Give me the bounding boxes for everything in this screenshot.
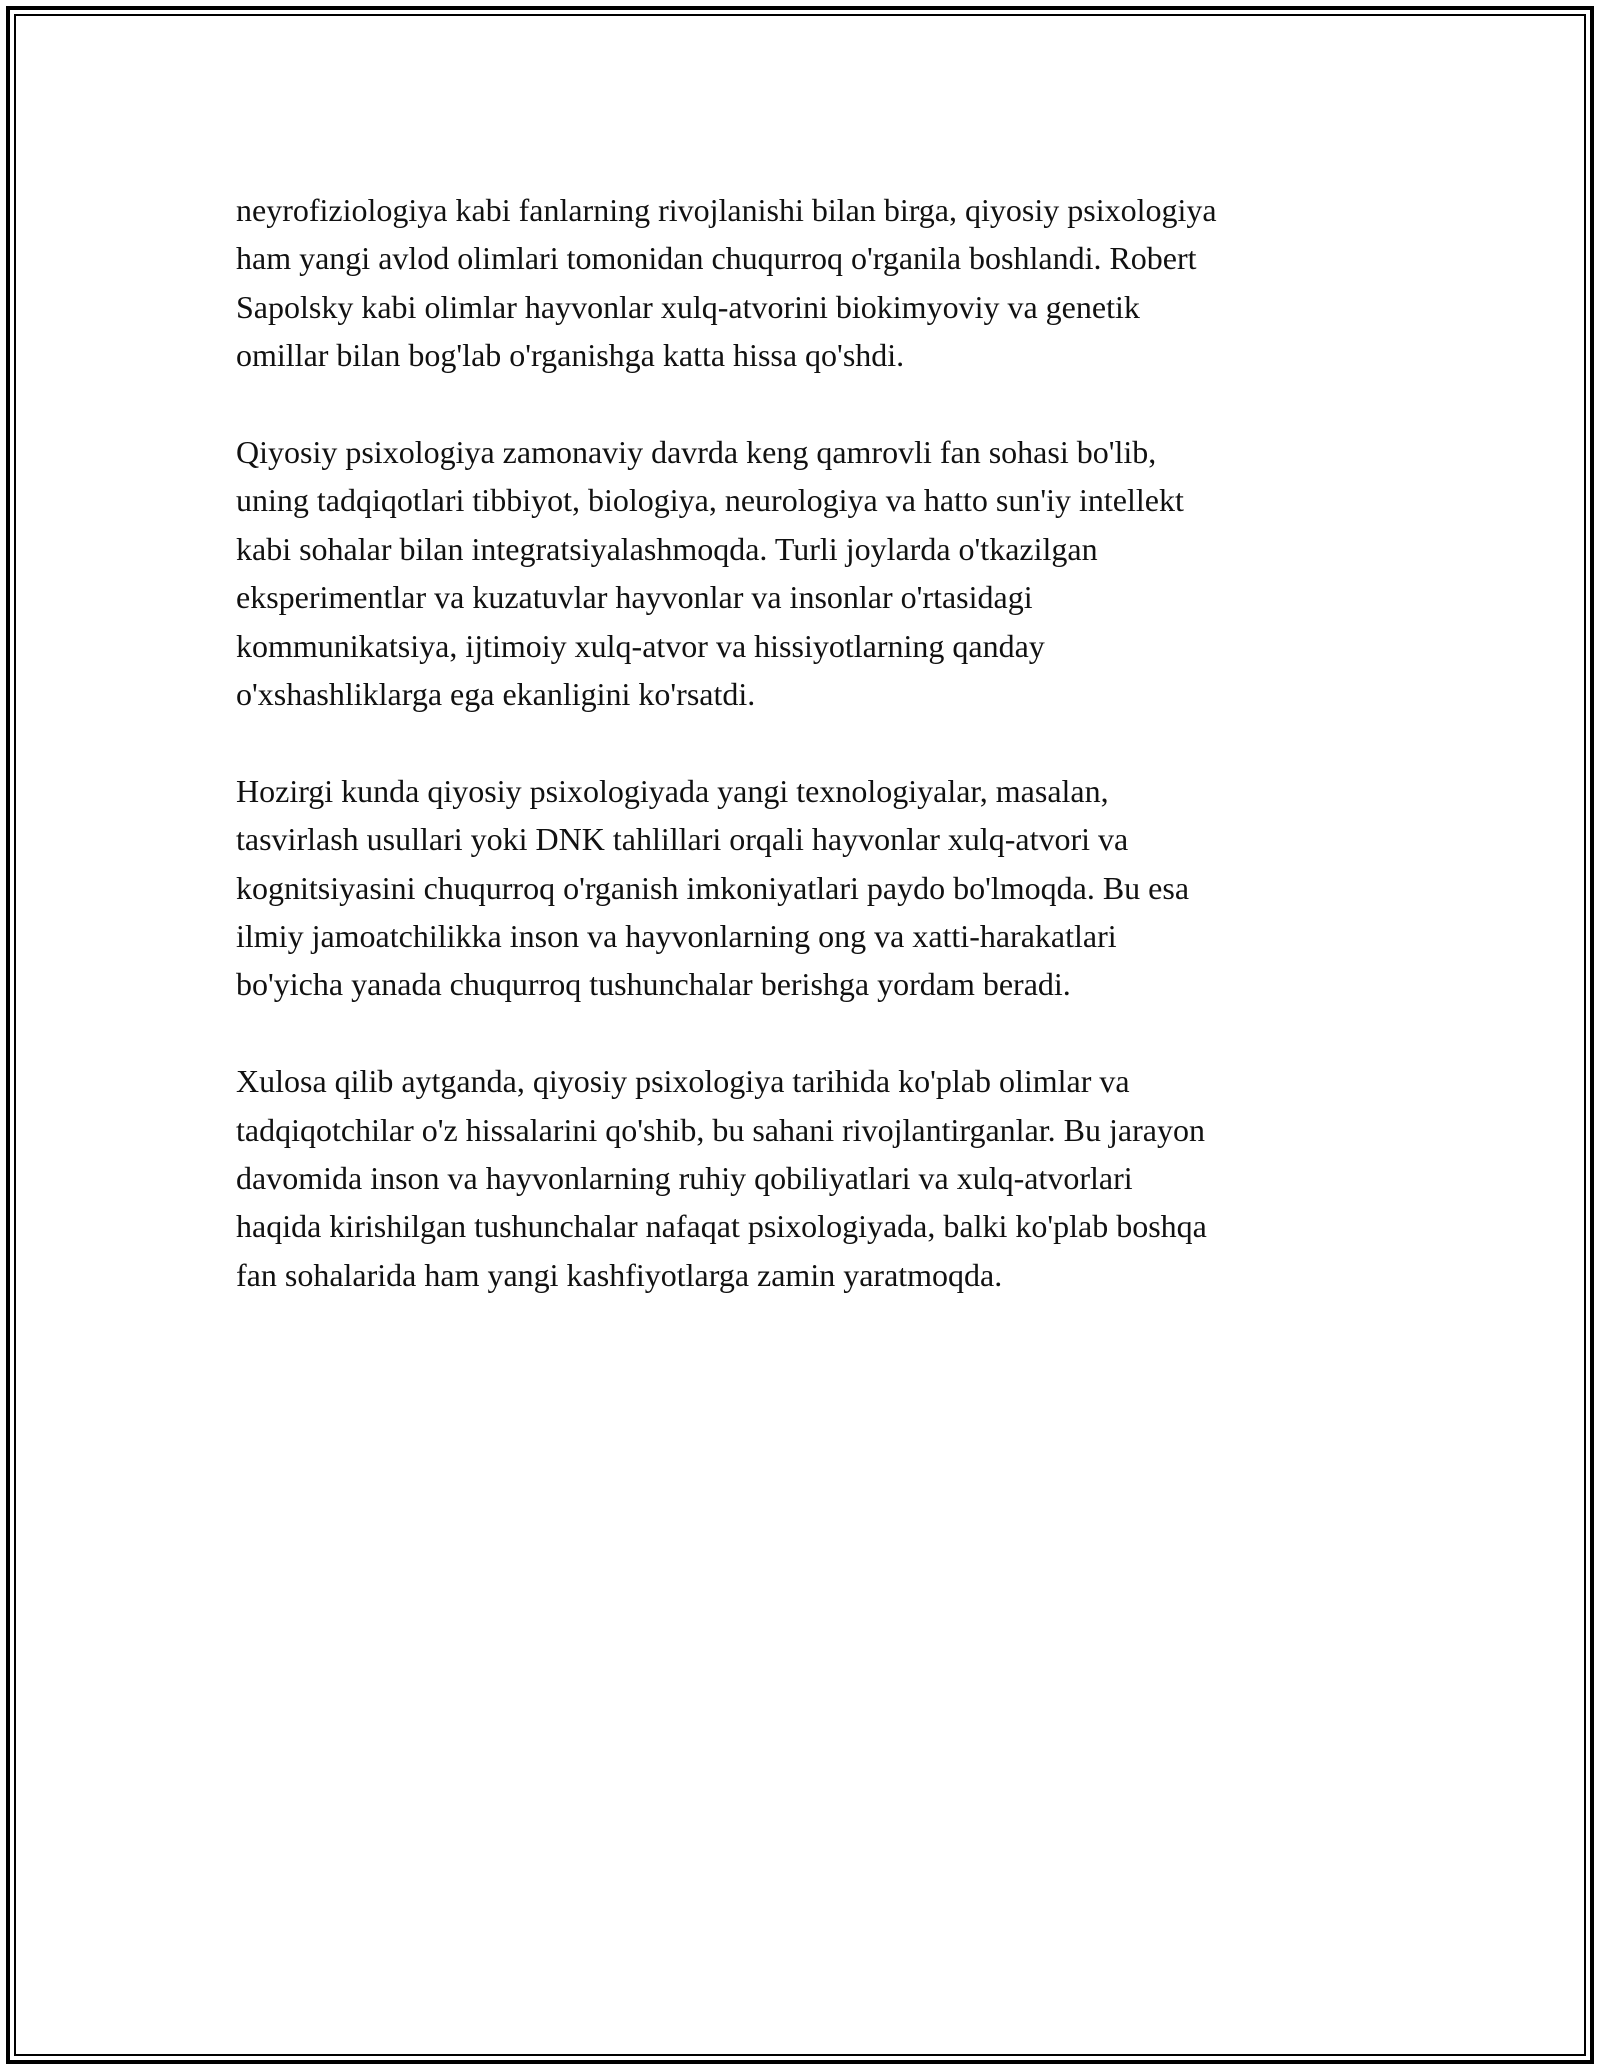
- paragraph-4: Xulosa qilib aytganda, qiyosiy psixologiya tarihida ko'plab olimlar va tadqiqotchilar o'z hissalarini qo'shib, bu sahani rivojlantirganlar. Bu jarayon davomida inson va hayvonlarning ruhiy qobiliyatlari va xulq-atvorlari haqida kirishilgan tushunchalar nafaqat psixologiyada, balki ko'plab boshqa fan sohalarida ham yangi kashfiyotlarga zamin yaratmoqda.: [236, 1063, 1207, 1293]
- paragraph-3: Hozirgi kunda qiyosiy psixologiyada yangi texnologiyalar, masalan, tasvirlash usullari yoki DNK tahlillari orqali hayvonlar xulq-atvori va kognitsiyasini chuqurroq o'rganish imkoniyatlari paydo bo'lmoqda. Bu esa ilmiy jamoatchilikka inson va hayvonlarning ong va xatti-harakatlari bo'yicha yanada chuqurroq tushunchalar berishga yordam beradi.: [236, 772, 1190, 1003]
- paragraph-2: Qiyosiy psixologiya zamonaviy davrda keng qamrovli fan sohasi bo'lib, uning tadqiqotlari tibbiyot, biologiya, neurologiya va hatto sun'iy intellekt kabi sohalar bilan integratsiyalashmoqda. Turli joylarda o'tkazilgan eksperimentlar va kuzatuvlar hayvonlar va insonlar o'rtasidagi kommunikatsiya, ijtimoiy xulq-atvor va hissiyotlarning qanday o'xshashliklarga ega ekanligini ko'rsatdi.: [236, 434, 1184, 713]
- document-body: [236, 186, 1376, 1348]
- paragraph-1: neyrofiziologiya kabi fanlarning rivojlanishi bilan birga, qiyosiy psixologiya ham yangi avlod olimlari tomonidan chuqurroq o'rganila boshlandi. Robert Sapolsky kabi olimlar hayvonlar xulq-atvorini biokimyoviy va genetik omillar bilan bog'lab o'rganishga katta hissa qo'shdi.: [236, 192, 1217, 374]
